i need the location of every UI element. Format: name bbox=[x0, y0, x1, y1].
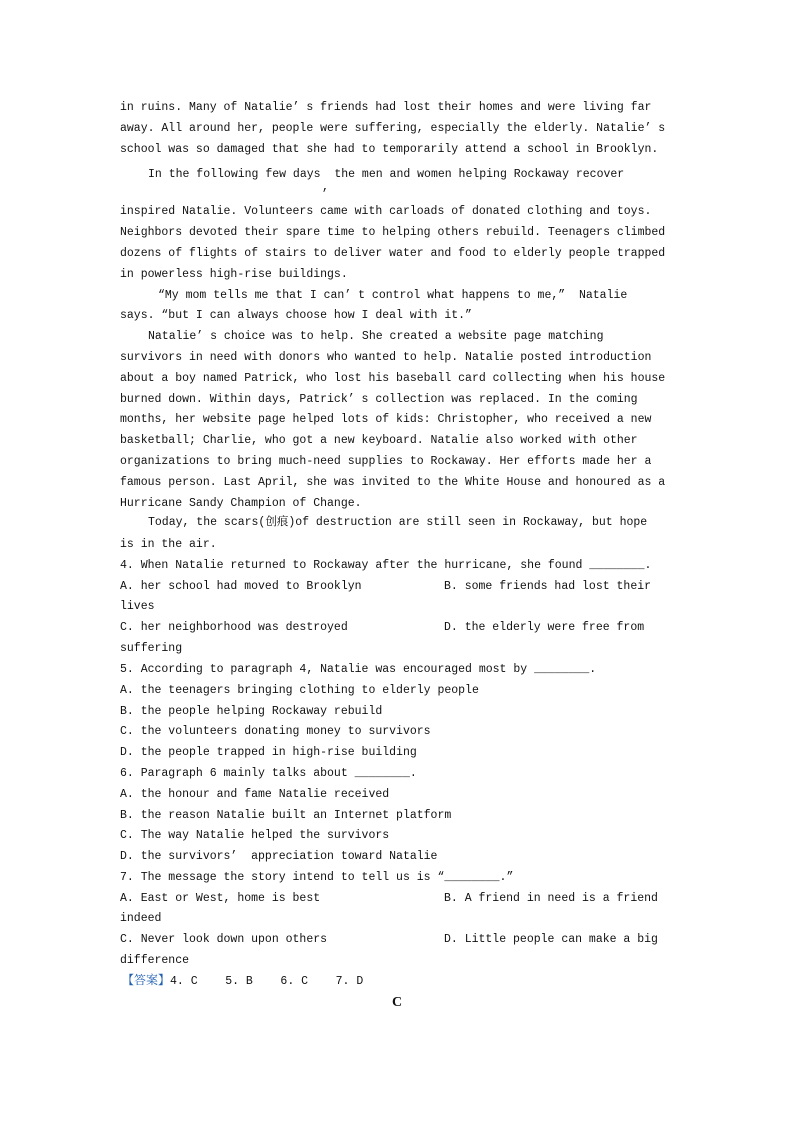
option-b-wrap: indeed bbox=[120, 912, 162, 925]
text-line: in powerless high-rise buildings. bbox=[120, 268, 348, 281]
text-line: says. “but I can always choose how I deal with it.” bbox=[120, 309, 472, 322]
option-d-wrap: difference bbox=[120, 954, 190, 967]
answer-line bbox=[122, 972, 363, 990]
text-line: Hurricane Sandy Champion of Change. bbox=[120, 497, 362, 510]
option-d: D. the survivors’ appreciation toward Natalie bbox=[120, 850, 438, 863]
text-line: months, her website page helped lots of kids: Christopher, who received a new bbox=[120, 413, 652, 426]
option-a: A. the teenagers bringing clothing to elderly people bbox=[120, 684, 479, 697]
text-line: school was so damaged that she had to temporarily attend a school in Brooklyn. bbox=[120, 143, 659, 156]
question-stem: 6. Paragraph 6 mainly talks about ________. bbox=[120, 767, 417, 780]
option-c: C. her neighborhood was destroyed bbox=[120, 621, 348, 634]
option-a: A. East or West, home is best bbox=[120, 892, 321, 905]
text-line: basketball; Charlie, who got a new keyboard. Natalie also worked with other bbox=[120, 434, 638, 447]
text-line: away. All around her, people were suffering, especially the elderly. Natalie’ s bbox=[120, 122, 666, 135]
question-stem: 5. According to paragraph 4, Natalie was encouraged most by ________. bbox=[120, 663, 597, 676]
text-line: burned down. Within days, Patrick’ s collection was replaced. In the coming bbox=[120, 393, 638, 406]
option-b: B. some friends had lost their bbox=[444, 580, 652, 593]
text-line: organizations to bring much-need supplies to Rockaway. Her efforts made her a bbox=[120, 455, 652, 468]
text-line: Natalie’ s choice was to help. She created a website page matching bbox=[148, 330, 604, 343]
text-line: survivors in need with donors who wanted to help. Natalie posted introduction bbox=[120, 351, 652, 364]
option-b: B. A friend in need is a friend bbox=[444, 892, 658, 905]
option-c: C. Never look down upon others bbox=[120, 933, 328, 946]
text-line: is in the air. bbox=[120, 538, 217, 551]
option-d: D. the people trapped in high-rise building bbox=[120, 746, 417, 759]
text-line: dozens of flights of stairs to deliver water and food to elderly people trapped bbox=[120, 247, 666, 260]
option-d: D. Little people can make a big bbox=[444, 933, 658, 946]
text-line: Neighbors devoted their spare time to helping others rebuild. Teenagers climbed bbox=[120, 226, 666, 239]
option-b: B. the reason Natalie built an Internet platform bbox=[120, 809, 452, 822]
stray-comma: , bbox=[322, 181, 329, 194]
option-c: C. the volunteers donating money to survivors bbox=[120, 725, 431, 738]
option-b-wrap: lives bbox=[120, 600, 155, 613]
option-c: C. The way Natalie helped the survivors bbox=[120, 829, 390, 842]
option-b: B. the people helping Rockaway rebuild bbox=[120, 705, 383, 718]
question-stem: 4. When Natalie returned to Rockaway after the hurricane, she found ________. bbox=[120, 559, 652, 572]
text-line: famous person. Last April, she was invited to the White House and honoured as a bbox=[120, 476, 666, 489]
option-a: A. her school had moved to Brooklyn bbox=[120, 580, 362, 593]
text-line: In the following few days the men and women helping Rockaway recover bbox=[148, 168, 625, 181]
answer-label: 【答案】 bbox=[122, 973, 171, 987]
option-d: D. the elderly were free from bbox=[444, 621, 645, 634]
text-line: in ruins. Many of Natalie’ s friends had lost their homes and were living far bbox=[120, 101, 652, 114]
section-letter: C bbox=[391, 995, 403, 1010]
answer-text: 4. C 5. B 6. C 7. D bbox=[170, 975, 364, 988]
question-stem: 7. The message the story intend to tell us is “________.” bbox=[120, 871, 514, 884]
text-line: about a boy named Patrick, who lost his baseball card collecting when his house bbox=[120, 372, 666, 385]
text-line: inspired Natalie. Volunteers came with carloads of donated clothing and toys. bbox=[120, 205, 652, 218]
option-a: A. the honour and fame Natalie received bbox=[120, 788, 390, 801]
option-d-wrap: suffering bbox=[120, 642, 183, 655]
text-line: “My mom tells me that I can’ t control what happens to me,” Natalie bbox=[158, 289, 628, 302]
text-line: Today, the scars(创痕)of destruction are still seen in Rockaway, but hope bbox=[148, 516, 648, 529]
